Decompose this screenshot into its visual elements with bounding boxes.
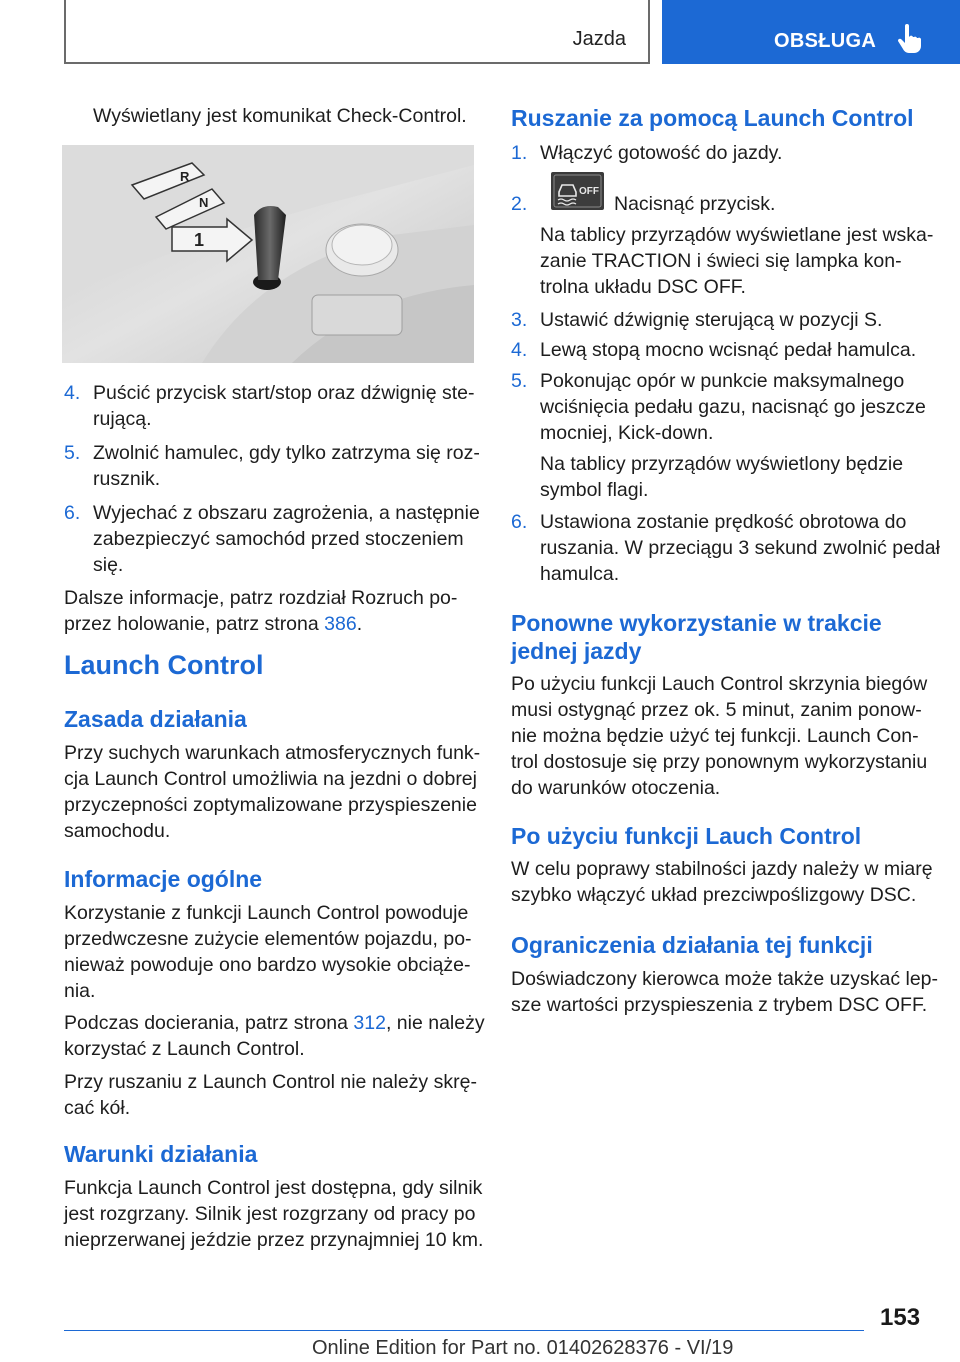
paragraph-line: musi ostygnąć przez ok. 5 minut, zanim ponow- [511, 699, 922, 721]
page-number: 153 [880, 1304, 921, 1331]
check-control-message: Wyświetlany jest komunikat Check-Control. [93, 105, 467, 127]
step-text: Zwolnić hamulec, gdy tylko zatrzyma się roz- [93, 442, 480, 464]
step-text: rusznik. [93, 468, 161, 490]
step-text: Puścić przycisk start/stop oraz dźwignię ste- [93, 382, 475, 404]
paragraph-line: Funkcja Launch Control jest dostępna, gdy silnik [64, 1177, 483, 1199]
dsc-off-button [551, 172, 604, 210]
step-note: trolna układu DSC OFF. [540, 276, 746, 298]
paragraph-line: Korzystanie z funkcji Launch Control powoduje [64, 902, 469, 924]
step-text: rującą. [93, 408, 152, 430]
step-text: wciśnięcia pedału gazu, nacisnąć go jeszcze [540, 396, 926, 418]
paragraph-line: Doświadczony kierowca może także uzyskać lep- [511, 968, 939, 990]
heading-po-uzyciu: Po użyciu funkcji Lauch Control [511, 823, 862, 849]
paragraph-line: korzystać z Launch Control. [64, 1038, 305, 1060]
step-number: 5. [64, 442, 81, 464]
paragraph-line: jest rozgrzany. Silnik jest rozgrzany od pracy po [64, 1203, 476, 1225]
step-number: 6. [511, 511, 528, 533]
step-number: 4. [511, 339, 528, 361]
more-info-text: Dalsze informacje, patrz rozdział Rozruch po- [64, 587, 458, 609]
step-text: Włączyć gotowość do jazdy. [540, 142, 783, 164]
heading-ograniczenia: Ograniczenia działania tej funkcji [511, 932, 873, 958]
step-note: symbol flagi. [540, 479, 649, 501]
photo-label-r: R [180, 169, 190, 184]
page-link-312[interactable]: 312 [353, 1012, 386, 1034]
step-text: ruszania. W przeciągu 3 sekund zwolnić pedał [540, 537, 940, 559]
paragraph-line: nie można będzie użyć tej funkcji. Launch Con- [511, 725, 919, 747]
footer-edition: Online Edition for Part no. 01402628376 - VI/19 [312, 1337, 734, 1359]
step-note: Na tablicy przyrządów wyświetlony będzie [540, 453, 904, 475]
photo-label-1: 1 [194, 230, 205, 250]
step-text: zabezpieczyć samochód przed stoczeniem [93, 528, 464, 550]
header-tab-label: OBSŁUGA [774, 30, 877, 52]
step-number: 3. [511, 309, 528, 331]
paragraph-line: nieprzerwanej jeździe przez przynajmniej 10 km. [64, 1229, 484, 1251]
heading-ponowne-cont: jednej jazdy [511, 638, 642, 664]
gear-selector-photo [62, 145, 474, 363]
step-number: 6. [64, 502, 81, 524]
paragraph-line: Przy ruszaniu z Launch Control nie należy skrę- [64, 1071, 477, 1093]
paragraph-line: samochodu. [64, 820, 171, 842]
paragraph-line: trol dostosuje się przy ponownym wykorzystaniu [511, 751, 928, 773]
paragraph-line: sze wartości przyspieszenia z trybem DSC OFF. [511, 994, 928, 1016]
paragraph-line: przyczepności zoptymalizowane przyspieszenie [64, 794, 477, 816]
paragraph-line: nia. [64, 980, 96, 1002]
paragraph-line: przedwczesne zużycie elementów pojazdu, po- [64, 928, 472, 950]
step-text: mocniej, Kick-down. [540, 422, 714, 444]
dsc-off-label: OFF [579, 186, 599, 197]
step-note: zanie TRACTION i świeci się lampka kon- [540, 250, 902, 272]
paragraph-line: szybko włączyć układ prezciwpoślizgowy DSC. [511, 884, 917, 906]
step-number: 5. [511, 370, 528, 392]
hand-pointer-icon [896, 24, 922, 54]
step-number: 2. [511, 193, 528, 215]
paragraph-line: cja Launch Control umożliwia na jezdni o dobrej [64, 768, 477, 790]
header-section-title: Jazda [572, 28, 626, 50]
step-text: Lewą stopą mocno wcisnąć pedał hamulca. [540, 339, 917, 361]
step-note: Na tablicy przyrządów wyświetlane jest wska- [540, 224, 934, 246]
step-text: Wyjechać z obszaru zagrożenia, a następnie [93, 502, 480, 524]
paragraph-line: Po użyciu funkcji Lauch Control skrzynia biegów [511, 673, 928, 695]
dsc-off-icon [551, 172, 604, 210]
step-number: 4. [64, 382, 81, 404]
photo-label-n: N [199, 195, 209, 210]
heading-informacje: Informacje ogólne [64, 866, 263, 892]
heading-ponowne: Ponowne wykorzystanie w trakcie [511, 610, 882, 636]
paragraph-line: W celu poprawy stabilności jazdy należy w miarę [511, 858, 933, 880]
step-text: hamulca. [540, 563, 620, 585]
step-text: Ustawić dźwignię sterującą w pozycji S. [540, 309, 883, 331]
header-section-box [64, 0, 650, 64]
header-tab[interactable] [662, 0, 960, 64]
heading-zasada: Zasada działania [64, 706, 247, 732]
heading-ruszanie: Ruszanie za pomocą Launch Control [511, 105, 914, 131]
step-text: się. [93, 554, 124, 576]
section-title-launch-control: Launch Control [64, 650, 264, 680]
step-text: Ustawiona zostanie prędkość obrotowa do [540, 511, 907, 533]
more-info-text-2: przez holowanie, patrz strona 386. [64, 613, 363, 635]
step-number: 1. [511, 142, 528, 164]
page-link-386[interactable]: 386 [324, 613, 357, 635]
footer-divider [64, 1330, 864, 1331]
paragraph-line: do warunków otoczenia. [511, 777, 721, 799]
heading-warunki: Warunki działania [64, 1141, 258, 1167]
docieranie-text: Podczas docierania, patrz strona 312, nie należy [64, 1012, 485, 1034]
step-text: Pokonując opór w punkcie maksymalnego [540, 370, 905, 392]
paragraph-line: cać kół. [64, 1097, 131, 1119]
paragraph-line: nieważ powoduje ono bardzo wysokie obciąże- [64, 954, 471, 976]
step-text: Nacisnąć przycisk. [614, 193, 776, 215]
paragraph-line: Przy suchych warunkach atmosferycznych funk- [64, 742, 481, 764]
